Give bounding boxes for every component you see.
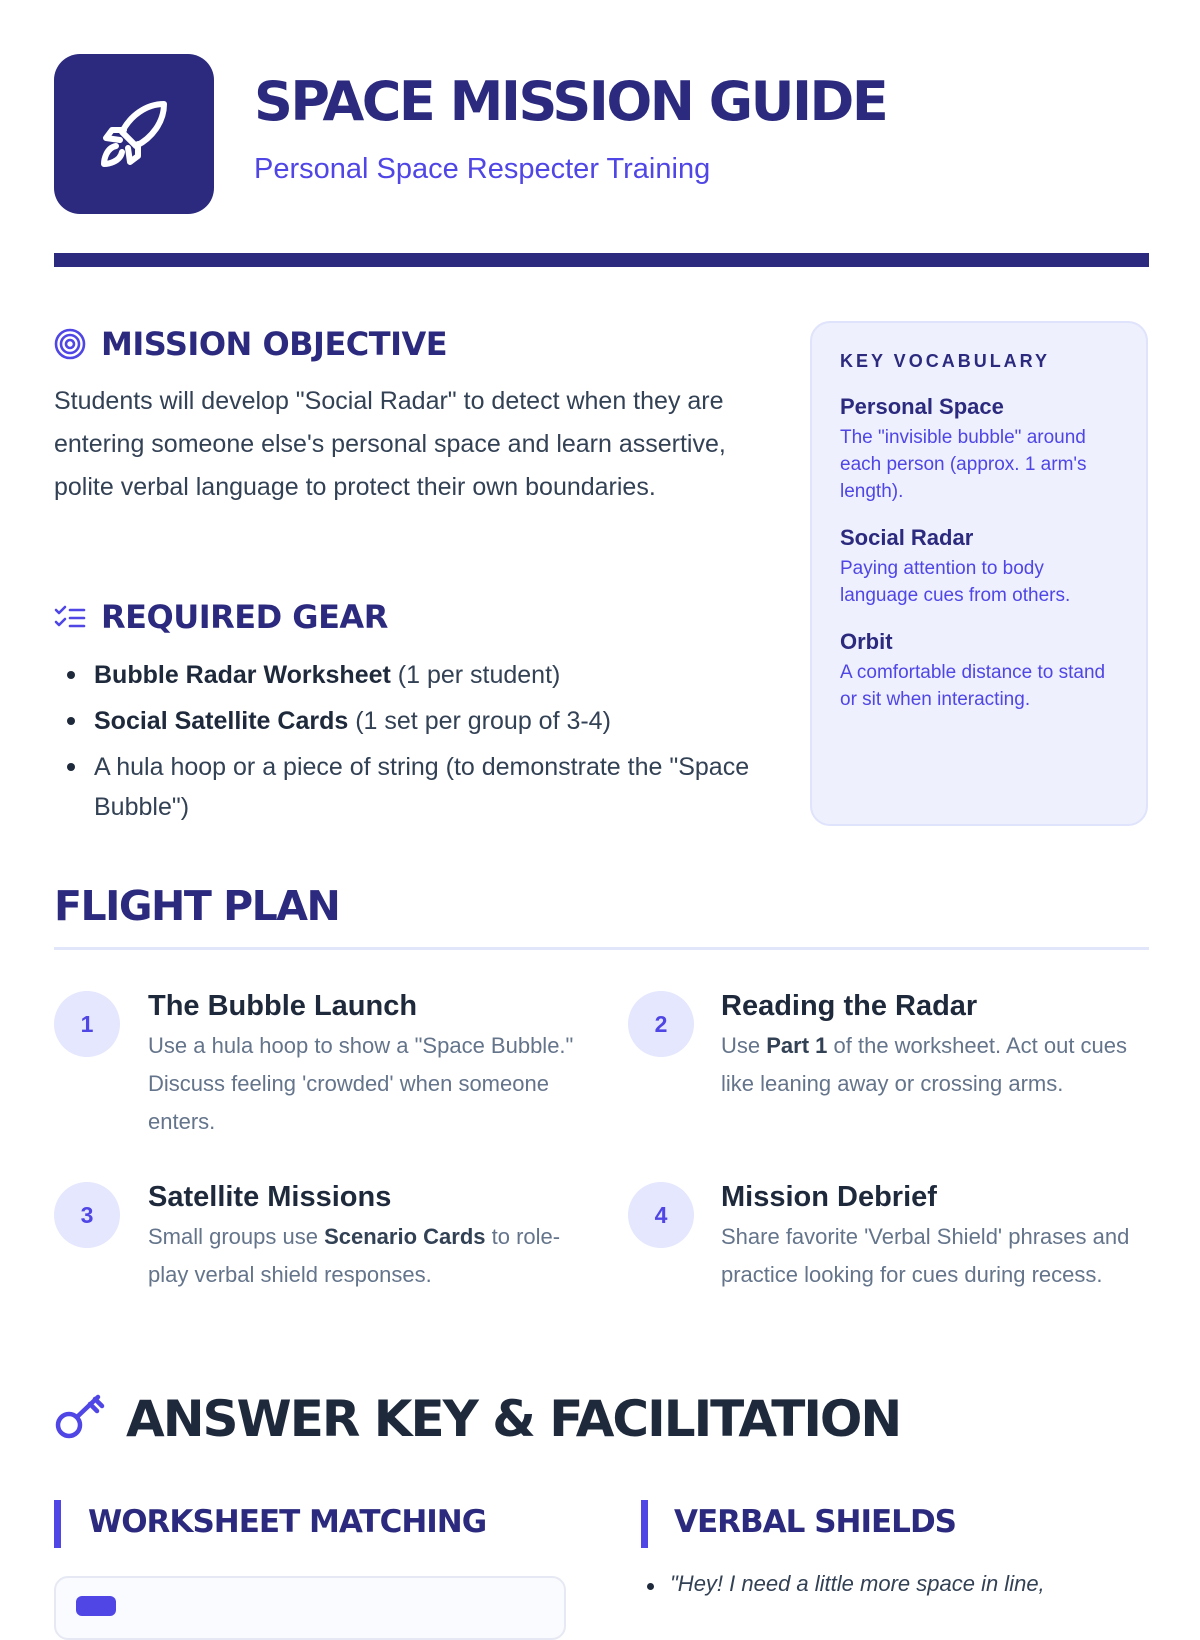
- answer-badge: [76, 1596, 116, 1616]
- logo: [54, 54, 214, 214]
- vocab-term: Personal Space: [840, 394, 1004, 419]
- step-description: Small groups use Scenario Cards to role-play verbal shield responses.: [148, 1224, 561, 1287]
- step-number: 1: [54, 991, 120, 1057]
- step-description: Use a hula hoop to show a "Space Bubble." Discuss feeling 'crowded' when someone enters.: [148, 1033, 574, 1134]
- answer-key-heading: ANSWER KEY & FACILITATION: [126, 1390, 901, 1448]
- vocab-definition: Paying attention to body language cues from others.: [840, 558, 1071, 606]
- step-title: Mission Debrief: [721, 1181, 937, 1213]
- step-description: Share favorite 'Verbal Shield' phrases and practice looking for cues during recess.: [721, 1224, 1130, 1287]
- vocab-definition: The "invisible bubble" around each person (approx. 1 arm's length).: [840, 427, 1087, 502]
- gear-heading: REQUIRED GEAR: [101, 598, 388, 636]
- gear-list: [54, 655, 794, 833]
- checklist-icon: [54, 604, 86, 632]
- key-icon: [54, 1392, 106, 1440]
- step-number: 4: [628, 1182, 694, 1248]
- page-subtitle: Personal Space Respecter Training: [254, 153, 711, 185]
- objective-text: Students will develop "Social Radar" to detect when they are entering someone else's personal space and learn assertive, polite verbal language to protect their own boundaries.: [54, 387, 726, 501]
- worksheet-heading: WORKSHEET MATCHING: [88, 1504, 487, 1540]
- objective-heading: MISSION OBJECTIVE: [101, 325, 448, 363]
- flight-plan-divider: [54, 947, 1149, 950]
- worksheet-answer-card: [54, 1576, 566, 1640]
- step-title: Reading the Radar: [721, 990, 978, 1022]
- vocabulary-card: [810, 321, 1148, 826]
- step-number: 3: [54, 1182, 120, 1248]
- rocket-icon: [94, 94, 174, 174]
- vocabulary-label: KEY VOCABULARY: [840, 351, 1051, 371]
- step-title: The Bubble Launch: [148, 990, 418, 1022]
- vocab-term: Social Radar: [840, 525, 974, 550]
- accent-bar: [641, 1500, 648, 1548]
- verbal-shields-list: [640, 1571, 1190, 1597]
- page-title: SPACE MISSION GUIDE: [254, 70, 887, 133]
- flight-plan-heading: FLIGHT PLAN: [54, 882, 340, 930]
- list-item: "Hey! I need a little more space in line,: [670, 1571, 1190, 1597]
- vocab-term: Orbit: [840, 629, 893, 654]
- step-description: Use Part 1 of the worksheet. Act out cues like leaning away or crossing arms.: [721, 1033, 1128, 1096]
- list-item: Bubble Radar Worksheet (1 per student): [94, 655, 794, 695]
- target-icon: [54, 328, 86, 360]
- step-number: 2: [628, 991, 694, 1057]
- list-item: Social Satellite Cards (1 set per group of 3-4): [94, 701, 794, 741]
- list-item: A hula hoop or a piece of string (to demonstrate the "Space Bubble"): [94, 747, 794, 827]
- step-title: Satellite Missions: [148, 1181, 392, 1213]
- shields-heading: VERBAL SHIELDS: [674, 1504, 956, 1540]
- vocab-definition: A comfortable distance to stand or sit when interacting.: [840, 662, 1106, 710]
- header-divider: [54, 253, 1149, 267]
- accent-bar: [54, 1500, 61, 1548]
